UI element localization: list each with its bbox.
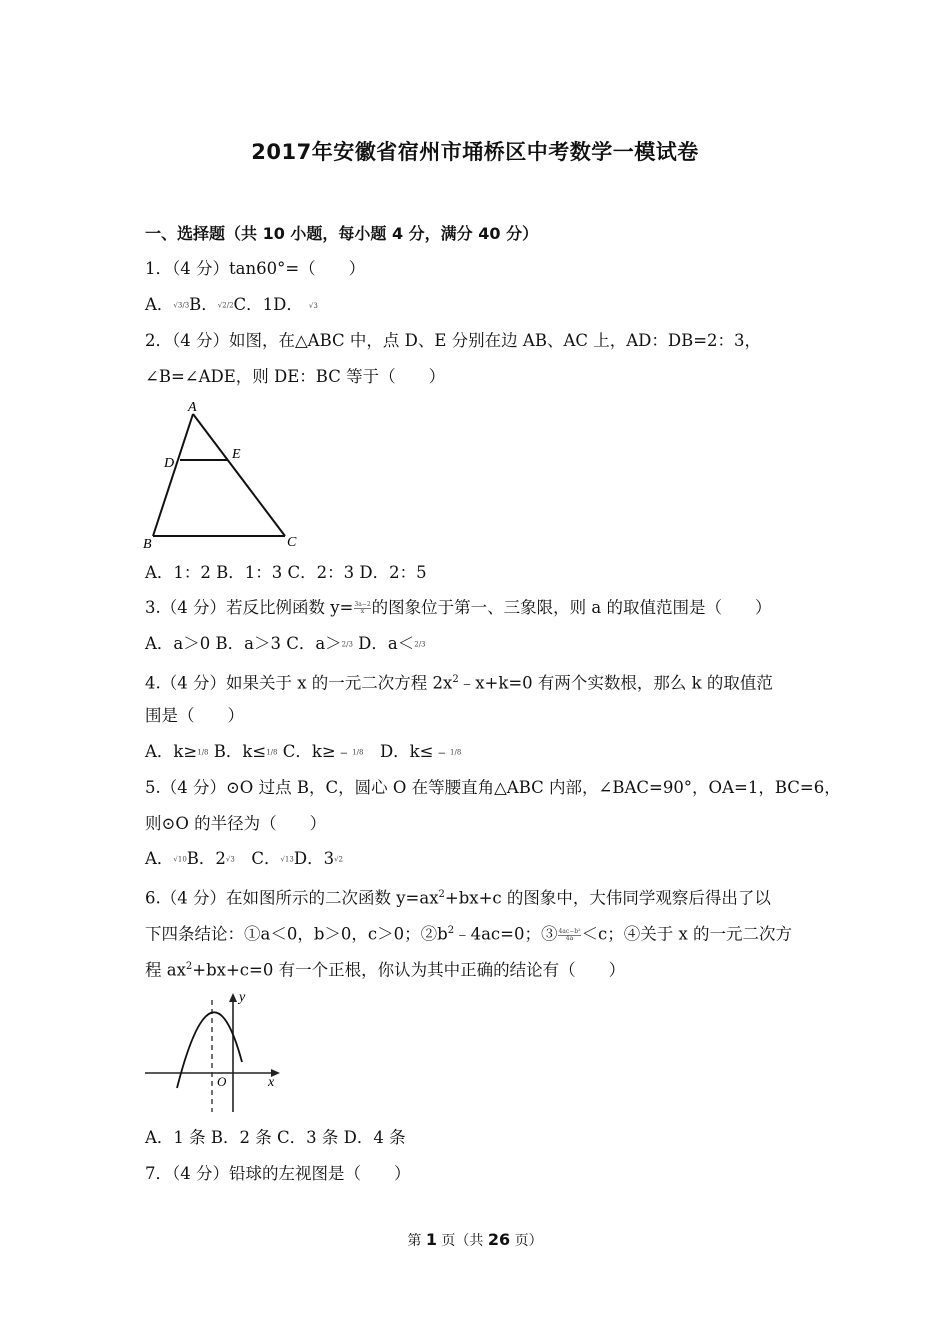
question-6-stem-line3: 程 $ax^2+bx+c=0$ 有一个正根，你认为其中正确的结论有（ ） — [145, 960, 626, 980]
page-footer: 第 1 页（共 26 页） — [407, 1230, 543, 1249]
label-origin: O — [217, 1074, 227, 1089]
page-total: 26 — [487, 1230, 511, 1249]
label-e: E — [232, 447, 241, 462]
question-1-stem: 1．（4 分）tan60°=（ ） — [145, 259, 366, 278]
question-4-stem-line2: 围是（ ） — [145, 706, 244, 725]
question-7-stem: 7．（4 分）铅球的左视图是（ ） — [145, 1164, 411, 1183]
label-y: y — [239, 990, 246, 1005]
page-title: 2017年安徽省宿州市埇桥区中考数学一模试卷 — [251, 140, 699, 164]
question-3-stem: 3.（4 分）若反比例函数 y= $\frac{3a-2}{x}$ 的图象位于第一、三象限，则 a 的取值范围是（ ） — [145, 598, 772, 617]
question-6-stem-line1: 6.（4 分）在如图所示的二次函数 $y=ax^2+bx+c$ 的图象中，大伟同学观察后得出了以 — [145, 888, 771, 908]
label-b: B — [143, 537, 152, 552]
question-1-options: A．√3/3B．√2/2C．1D． √3 — [145, 295, 318, 314]
question-5-stem-line2: 则⊙O 的半径为（ ） — [145, 814, 327, 833]
label-a: A — [188, 400, 197, 415]
edge-ab — [153, 414, 193, 536]
parabola-figure — [140, 986, 285, 1116]
page-number: 1 — [425, 1230, 437, 1249]
question-6-stem-line2: 下四条结论：①a＜0，b＞0，c＞0；$②b^2﹣4ac=0$；③ $\frac{\text{4ac−b²}}{4a}$ ＜c；④关于 x 的一元二次方 — [145, 924, 793, 944]
question-2-options: A．1：2 B．1：3 C．2：3 D．2：5 — [145, 563, 427, 582]
question-4-options: A．k≥1/8 B．k≤1/8 C．k≥﹣1/8 D．k≤﹣1/8 — [145, 742, 462, 761]
section-heading: 一、选择题（共 10 小题，每小题 4 分，满分 40 分） — [145, 224, 539, 243]
y-axis-arrow — [229, 993, 237, 1002]
fraction: $\frac{\text{4ac−b²}}{4a}$ — [558, 927, 581, 942]
fraction: $\frac{3a-2}{x}$ — [354, 601, 371, 615]
question-2-stem-line2: ∠B=∠ADE，则 DE：BC 等于（ ） — [145, 367, 446, 386]
question-5-options: A．√10B．2√3 C．√13D．3√2 — [145, 849, 343, 868]
triangle-figure — [140, 396, 310, 552]
label-d: D — [164, 456, 175, 471]
edge-ac — [193, 414, 285, 536]
question-2-stem-line1: 2．（4 分）如图，在△ABC 中，点 D、E 分别在边 AB、AC 上，AD：DB=2：3， — [145, 331, 762, 350]
question-5-stem-line1: 5.（4 分）⊙O 过点 B，C，圆心 O 在等腰直角△ABC 内部，∠BAC=90°，OA=1，BC=6， — [145, 778, 841, 797]
question-6-options: A．1 条 B．2 条 C．3 条 D．4 条 — [145, 1128, 406, 1147]
label-x: x — [268, 1075, 275, 1090]
question-3-options: A．a＞0 B．a＞3 C．a＞2/3 D．a＜2/3 — [145, 634, 426, 653]
question-4-stem-line1: 4.（4 分）如果关于 x 的一元二次方程 $2x^2﹣x+k=0$ 有两个实数根，那么 k 的取值范 — [145, 673, 773, 693]
label-c: C — [287, 535, 297, 550]
